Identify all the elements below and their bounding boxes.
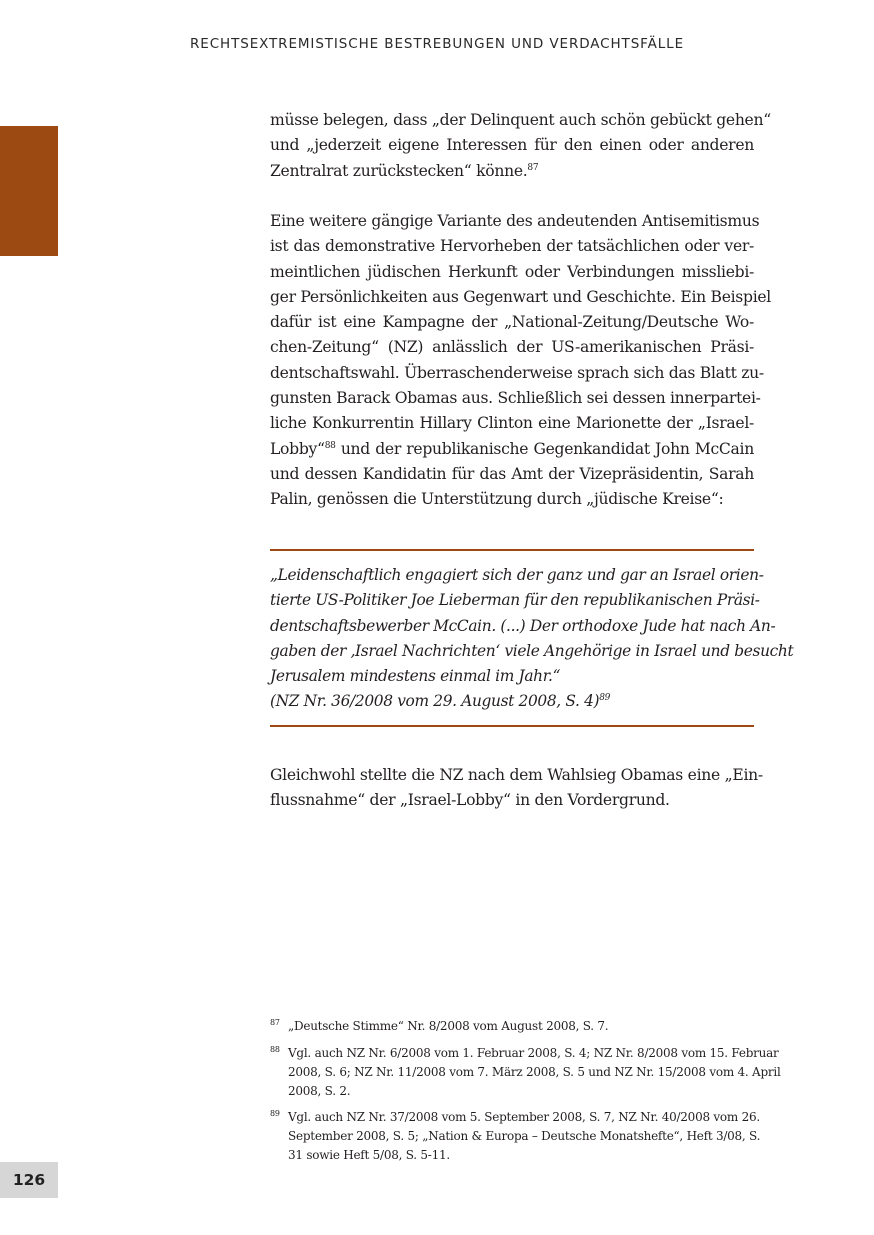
footnote-89 [270,1108,761,1165]
text-line: dentschaftswahl. Überraschenderweise sprach sich das Blatt zu- [270,363,764,382]
quote-line: gaben der ‚Israel Nachrichten‘ viele Angehörige in Israel und besucht [270,641,794,660]
text-run: Lobby“ [270,439,325,458]
block-quote [270,563,794,715]
footnote-line: 31 sowie Heft 5/08, S. 5-11. [288,1148,450,1162]
footnote-number: 89 [270,1109,280,1118]
text-line: flussnahme“ der „Israel-Lobby“ in den Vordergrund. [270,791,670,810]
text-line [270,159,754,184]
text-line: Eine weitere gängige Variante des andeutenden Antisemitismus [270,212,760,230]
text-line: dafür ist eine Kampagne der „National-Zeitung/Deutsche Wo- [270,313,754,332]
page-number: 126 [0,1162,58,1198]
quote-rule-bottom [270,725,754,727]
footnote-line: 2008, S. 2. [288,1084,351,1098]
quote-line: Jerusalem mindestens einmal im Jahr.“ [270,667,561,686]
footnote-number: 87 [270,1018,280,1027]
footnote-line: 2008, S. 6; NZ Nr. 11/2008 vom 7. März 2008, S. 5 und NZ Nr. 15/2008 vom 4. April [288,1065,781,1079]
text-line: und „jederzeit eigene Interessen für den einen oder anderen [270,136,754,155]
quote-line: „Leidenschaftlich engagiert sich der ganz und gar an Israel orien- [270,566,764,584]
quote-line: tierte US-Politiker Joe Lieberman für den republikanischen Präsi- [270,591,760,610]
footnote-number: 88 [270,1045,280,1054]
quote-rule-top [270,549,754,551]
footnote-ref[interactable]: 89 [599,693,610,704]
text-run: Zentralrat zurückstecken“ könne. [270,161,528,180]
chapter-color-tab [0,126,58,256]
footnote-line: September 2008, S. 5; „Nation & Europa – Deutsche Monatshefte“, Heft 3/08, S. [288,1129,761,1143]
paragraph-1 [270,108,771,184]
text-line: meintlichen jüdischen Herkunft oder Verbindungen missliebi- [270,262,754,281]
text-line: ger Persönlichkeiten aus Gegenwart und Geschichte. Ein Beispiel [270,287,771,306]
footnote-ref[interactable]: 87 [527,162,539,173]
quote-line: dentschaftsbewerber McCain. (...) Der orthodoxe Jude hat nach An- [270,616,776,635]
text-line: chen-Zeitung“ (NZ) anlässlich der US-amerikanischen Präsi- [270,338,754,357]
text-line [270,437,754,462]
text-line: müsse belegen, dass „der Delinquent auch schön gebückt gehen“ [270,111,771,129]
text-run: und der republikanische Gegenkandidat John McCain [335,439,754,458]
text-line: Palin, genössen die Unterstützung durch „jüdische Kreise“: [270,490,724,509]
paragraph-3 [270,763,763,814]
quote-source [270,689,754,714]
footnote-line: Vgl. auch NZ Nr. 37/2008 vom 5. September 2008, S. 7, NZ Nr. 40/2008 vom 26. [288,1110,760,1124]
text-line: und dessen Kandidatin für das Amt der Vizepräsidentin, Sarah [270,464,754,483]
footnote-88 [270,1044,781,1101]
paragraph-2 [270,209,771,513]
footnote-ref[interactable]: 88 [324,440,336,451]
footnote-line: Vgl. auch NZ Nr. 6/2008 vom 1. Februar 2008, S. 4; NZ Nr. 8/2008 vom 15. Februar [288,1046,779,1060]
text-line: Gleichwohl stellte die NZ nach dem Wahlsieg Obamas eine „Ein- [270,766,763,784]
footnote-87 [270,1017,754,1036]
text-line: ist das demonstrative Hervorheben der tatsächlichen oder ver- [270,237,754,256]
text-line: liche Konkurrentin Hillary Clinton eine Marionette der „Israel- [270,414,754,433]
running-header: RECHTSEXTREMISTISCHE BESTREBUNGEN UND VERDACHTSFÄLLE [189,36,685,52]
text-line: gunsten Barack Obamas aus. Schließlich sei dessen innerpartei- [270,389,761,408]
footnote-line: „Deutsche Stimme“ Nr. 8/2008 vom August 2008, S. 7. [288,1019,609,1033]
text-run: (NZ Nr. 36/2008 vom 29. August 2008, S. 4) [270,692,600,711]
